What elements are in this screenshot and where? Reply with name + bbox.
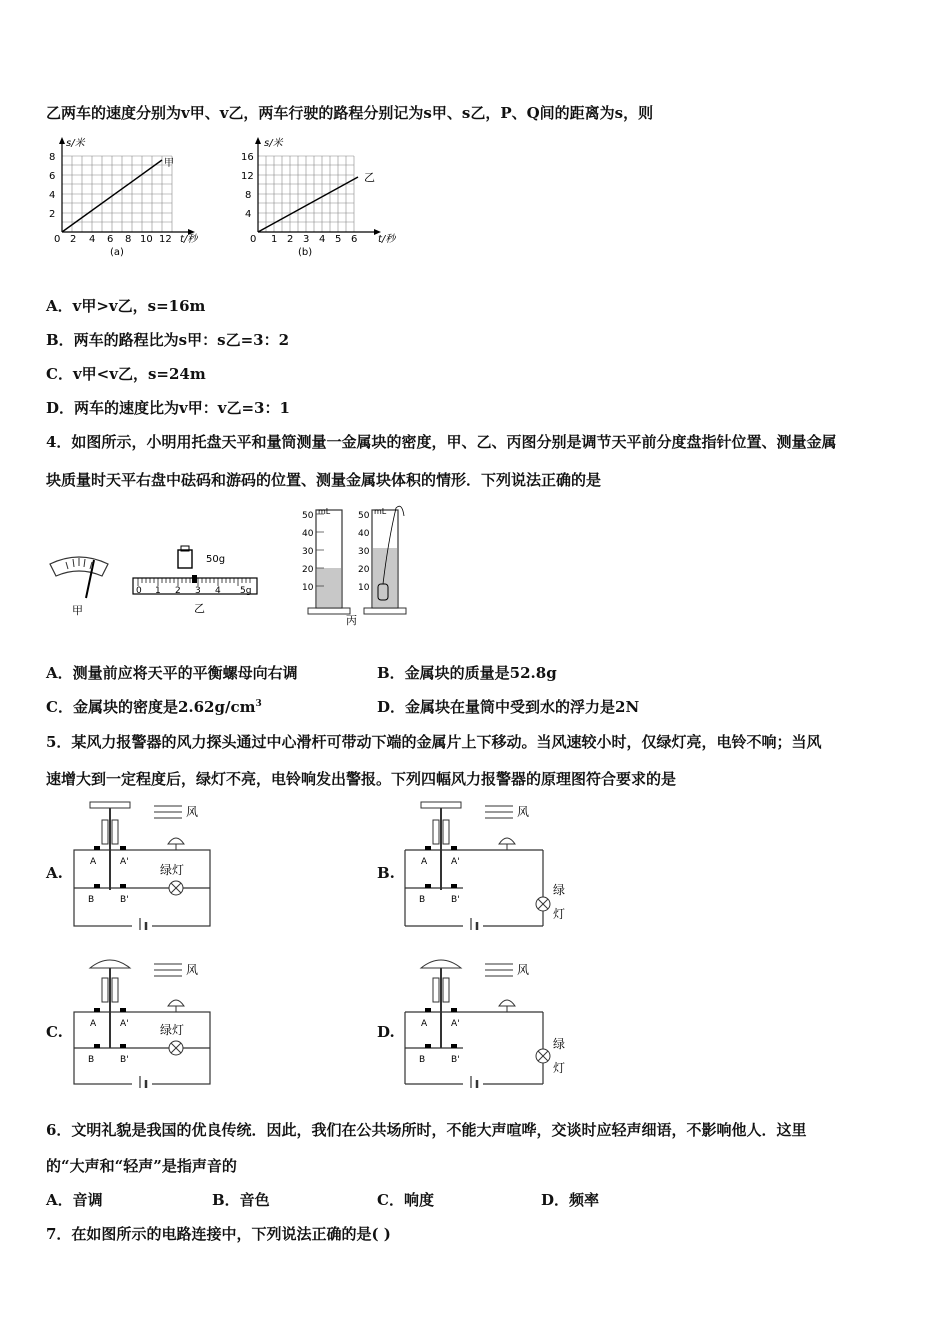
- cyl-tick: 30: [358, 547, 370, 557]
- contact-a2: A': [120, 1019, 129, 1029]
- q5-stem-line2: 速增大到一定程度后，绿灯不亮，电铃响发出警报。下列四幅风力报警器的原理图符合要求的是: [46, 770, 677, 788]
- q4-option-c-sup: 3: [255, 699, 262, 709]
- graph-b-xtick: 2: [287, 234, 294, 245]
- q4-stem-line1: 4．如图所示，小明用托盘天平和量筒测量一金属块的密度，甲、乙、丙图分别是调节天平前分度盘指针位置、测量金属: [46, 433, 837, 451]
- graph-b-xtick: 4: [319, 234, 326, 245]
- contact-a2: A': [451, 1019, 460, 1029]
- q3-option-d: D．两车的速度比为v甲：v乙=3：1: [46, 399, 290, 417]
- lamp-label-2: 灯: [553, 1061, 566, 1075]
- graph-a-ytick: 6: [49, 171, 56, 182]
- q4-option-a: A．测量前应将天平的平衡螺母向右调: [46, 664, 298, 682]
- rider-tick: 0: [136, 586, 142, 596]
- rider-tick: 5g: [240, 586, 252, 596]
- graph-a-xtick: 8: [125, 234, 132, 245]
- cyl-tick: 10: [358, 583, 370, 593]
- contact-b: B: [419, 895, 426, 905]
- rider-tick: 2: [175, 586, 181, 596]
- contact-b2: B': [451, 1055, 460, 1065]
- q4-stem-line2: 块质量时天平右盘中砝码和游码的位置、测量金属块体积的情形．下列说法正确的是: [46, 471, 602, 489]
- graph-b-ylabel: s/米: [264, 138, 283, 149]
- rider-tick: 1: [155, 586, 161, 596]
- fig-label-bing: 丙: [346, 614, 357, 626]
- fig-label-yi: 乙: [194, 602, 205, 615]
- cylinder-unit: mL: [374, 507, 387, 516]
- rider-slider: [192, 575, 197, 583]
- graph-b-ytick: 8: [245, 190, 252, 201]
- q3-option-c: C．v甲<v乙，s=24m: [46, 365, 206, 383]
- circuit-d: [403, 956, 569, 1088]
- q5-label-d: D.: [377, 1023, 395, 1041]
- weight-and-rider-figure: [130, 542, 270, 622]
- q6-stem-line2: 的“大声和“轻声”是指声音的: [46, 1157, 237, 1175]
- graph-a-xtick: 12: [159, 234, 172, 245]
- graph-a-xtick: 4: [89, 234, 96, 245]
- cyl-tick: 30: [302, 547, 314, 557]
- contact-b2: B': [120, 1055, 129, 1065]
- graph-a: [44, 134, 224, 260]
- graph-b-xtick: 5: [335, 234, 342, 245]
- contact-a2: A': [120, 857, 129, 867]
- q6-option-b: B．音色: [212, 1191, 270, 1209]
- bell-icon: [499, 1000, 515, 1006]
- q7-stem: 7．在如图所示的电路连接中，下列说法正确的是( ): [46, 1225, 391, 1243]
- circuit-a: [72, 798, 212, 930]
- fig-label-jia: 甲: [72, 604, 83, 617]
- q6-option-a: A．音调: [46, 1191, 103, 1209]
- graph-a-xtick: 2: [70, 234, 77, 245]
- graph-a-ylabel: s/米: [66, 138, 85, 149]
- contact-a2: A': [451, 857, 460, 867]
- wind-label: 风: [517, 963, 530, 977]
- q5-label-c: C.: [46, 1023, 63, 1041]
- balance-dial-figure: [44, 550, 114, 620]
- q3-option-b: B．两车的路程比为s甲：s乙=3：2: [46, 331, 290, 349]
- cyl-tick: 20: [358, 565, 370, 575]
- q4-option-b: B．金属块的质量是52.8g: [377, 664, 557, 682]
- cyl-tick: 40: [358, 529, 370, 539]
- q6-option-c: C．响度: [377, 1191, 434, 1209]
- lamp-label: 绿灯: [160, 863, 185, 877]
- cyl-tick: 20: [302, 565, 314, 575]
- graph-a-caption: (a): [110, 247, 124, 258]
- graph-b-series-label: 乙: [364, 171, 375, 184]
- rider-tick: 4: [215, 586, 221, 596]
- bell-icon: [168, 1000, 184, 1006]
- graph-b-caption: (b): [298, 247, 313, 258]
- weight-icon: [178, 550, 192, 568]
- contact-a: A: [421, 1019, 428, 1029]
- graph-b-xtick: 0: [250, 234, 257, 245]
- q4-option-d: D．金属块在量筒中受到水的浮力是2N: [377, 698, 640, 716]
- q5-label-b: B.: [377, 864, 395, 882]
- cylinder-unit: mL: [318, 507, 331, 516]
- contact-a: A: [90, 857, 97, 867]
- graph-b-ytick: 12: [241, 171, 254, 182]
- q5-label-a: A.: [46, 864, 63, 882]
- contact-b: B: [419, 1055, 426, 1065]
- graph-b-xlabel: t/秒: [378, 234, 396, 245]
- graph-a-ytick: 2: [49, 209, 56, 220]
- cyl-tick: 10: [302, 583, 314, 593]
- contact-b2: B': [451, 895, 460, 905]
- wind-probe-plate: [90, 802, 130, 808]
- wind-label: 风: [186, 805, 199, 819]
- wind-label: 风: [517, 805, 530, 819]
- wind-probe-cap: [90, 960, 130, 968]
- q4-option-c-text: C．金属块的密度是2.62g/cm: [46, 698, 256, 716]
- graph-a-xtick: 0: [54, 234, 61, 245]
- contact-b: B: [88, 1055, 95, 1065]
- cyl-tick: 50: [358, 511, 370, 521]
- bell-icon: [168, 838, 184, 844]
- contact-b: B: [88, 895, 95, 905]
- circuit-b: [403, 798, 569, 930]
- contact-b2: B': [120, 895, 129, 905]
- dial-pointer: [86, 560, 94, 598]
- lamp-label-1: 绿: [553, 883, 566, 897]
- q3-option-a: A．v甲>v乙，s=16m: [46, 297, 206, 315]
- bell-icon: [499, 838, 515, 844]
- q4-option-c: [46, 696, 262, 717]
- graph-a-ytick: 4: [49, 190, 56, 201]
- rider-tick: 3: [195, 586, 201, 596]
- graph-b-ytick: 4: [245, 209, 252, 220]
- lamp-label-1: 绿: [553, 1037, 566, 1051]
- contact-a: A: [90, 1019, 97, 1029]
- q5-stem-line1: 5．某风力报警器的风力探头通过中心滑杆可带动下端的金属片上下移动。当风速较小时，仅绿灯亮，电铃不响；当风: [46, 733, 822, 751]
- graph-b-xtick: 1: [271, 234, 278, 245]
- weight-label: 50g: [206, 554, 226, 565]
- q3-intro-line: 乙两车的速度分别为v甲、v乙，两车行驶的路程分别记为s甲、s乙，P、Q间的距离为s，则: [46, 104, 654, 122]
- graph-a-xtick: 10: [140, 234, 153, 245]
- graph-b: [240, 134, 420, 260]
- cyl-tick: 40: [302, 529, 314, 539]
- measuring-cylinders-figure: [296, 502, 426, 626]
- graph-b-ytick: 16: [241, 152, 254, 163]
- q6-option-d: D．频率: [541, 1191, 600, 1209]
- graph-a-xtick: 6: [107, 234, 114, 245]
- graph-b-xtick: 3: [303, 234, 310, 245]
- graph-b-xtick: 6: [351, 234, 358, 245]
- graph-b-line: [258, 177, 358, 232]
- lamp-label: 绿灯: [160, 1023, 185, 1037]
- graph-a-xlabel: t/秒: [180, 234, 198, 245]
- circuit-c: [72, 956, 212, 1088]
- wind-label: 风: [186, 963, 199, 977]
- graph-a-series-label: 甲: [164, 158, 174, 169]
- graph-a-ytick: 8: [49, 152, 56, 163]
- lamp-label-2: 灯: [553, 907, 566, 921]
- contact-a: A: [421, 857, 428, 867]
- cyl-tick: 50: [302, 511, 314, 521]
- graph-b-grid: [258, 156, 354, 232]
- q6-stem-line1: 6．文明礼貌是我国的优良传统．因此，我们在公共场所时，不能大声喧哗，交谈时应轻声细语，不影响他人．这里: [46, 1121, 807, 1139]
